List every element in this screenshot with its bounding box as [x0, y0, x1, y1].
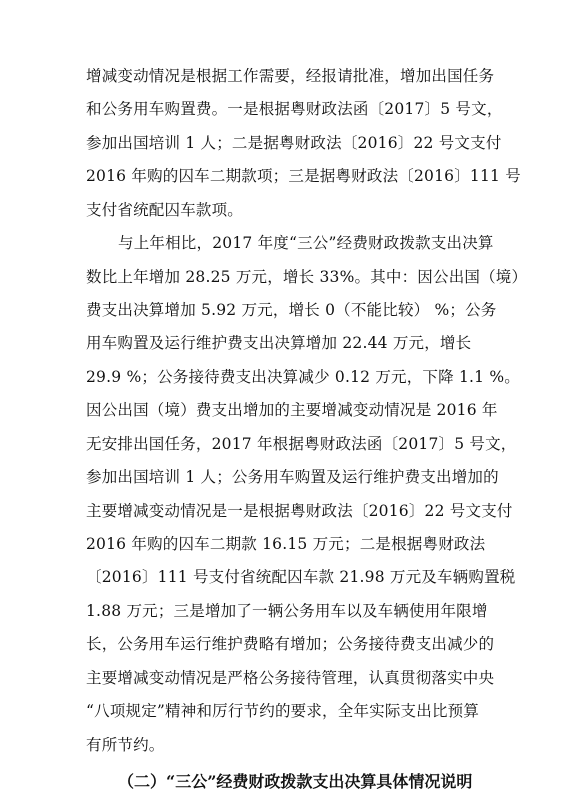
paragraph-line: 1.88 万元；三是增加了一辆公务用车以及车辆使用年限增 [86, 601, 488, 620]
paragraph-line: “八项规定”精神和厉行节约的要求，全年实际支出比预算 [86, 702, 480, 721]
paragraph-line: 2016 年购的囚车二期款 16.15 万元；二是根据粤财政法 [86, 535, 486, 553]
paragraph-line: 数比上年增加 28.25 万元，增长 33%。其中：因公出国（境） [86, 267, 528, 286]
section-heading: （二）“三公”经费财政拨款支出决算具体情况说明 [118, 772, 473, 791]
paragraph-line: 因公出国（境）费支出增加的主要增减变动情况是 2016 年 [86, 401, 498, 420]
paragraph-line: 〔2016〕111 号支付省统配囚车款 21.98 万元及车辆购置税 [86, 568, 516, 587]
paragraph-line: 长，公务用车运行维护费略有增加；公务接待费支出减少的 [86, 635, 495, 654]
paragraph-line: 参加出国培训 1 人；公务用车购置及运行维护费支出增加的 [86, 468, 499, 487]
paragraph-line: 和公务用车购置费。一是根据粤财政法函〔2017〕5 号文， [86, 100, 503, 119]
paragraph-line: 费支出决算增加 5.92 万元，增长 0（不能比较） %；公务 [86, 301, 497, 319]
paragraph-line: 用车购置及运行维护费支出决算增加 22.44 万元，增长 [86, 334, 472, 353]
paragraph-line: 有所节约。 [86, 735, 165, 754]
paragraph-line: 增减变动情况是根据工作需要，经报请批准，增加出国任务 [86, 67, 495, 85]
paragraph-line: 无安排出国任务，2017 年根据粤财政法函〔2017〕5 号文， [86, 434, 517, 453]
paragraph-line: 29.9 %；公务接待费支出决算减少 0.12 万元，下降 1.1 %。 [86, 367, 520, 386]
paragraph-line: 支付省统配囚车款项。 [86, 200, 244, 219]
paragraph-line: 主要增减变动情况是一是根据粤财政法〔2016〕22 号文支付 [86, 501, 513, 520]
paragraph-line: 与上年相比，2017 年度“三公”经费财政拨款支出决算 [118, 234, 494, 253]
paragraph-line: 主要增减变动情况是严格公务接待管理，认真贯彻落实中央 [86, 668, 495, 687]
paragraph-line: 2016 年购的囚车二期款项；三是据粤财政法〔2016〕111 号 [86, 167, 521, 186]
paragraph-line: 参加出国培训 1 人；二是据粤财政法〔2016〕22 号文支付 [86, 133, 502, 152]
